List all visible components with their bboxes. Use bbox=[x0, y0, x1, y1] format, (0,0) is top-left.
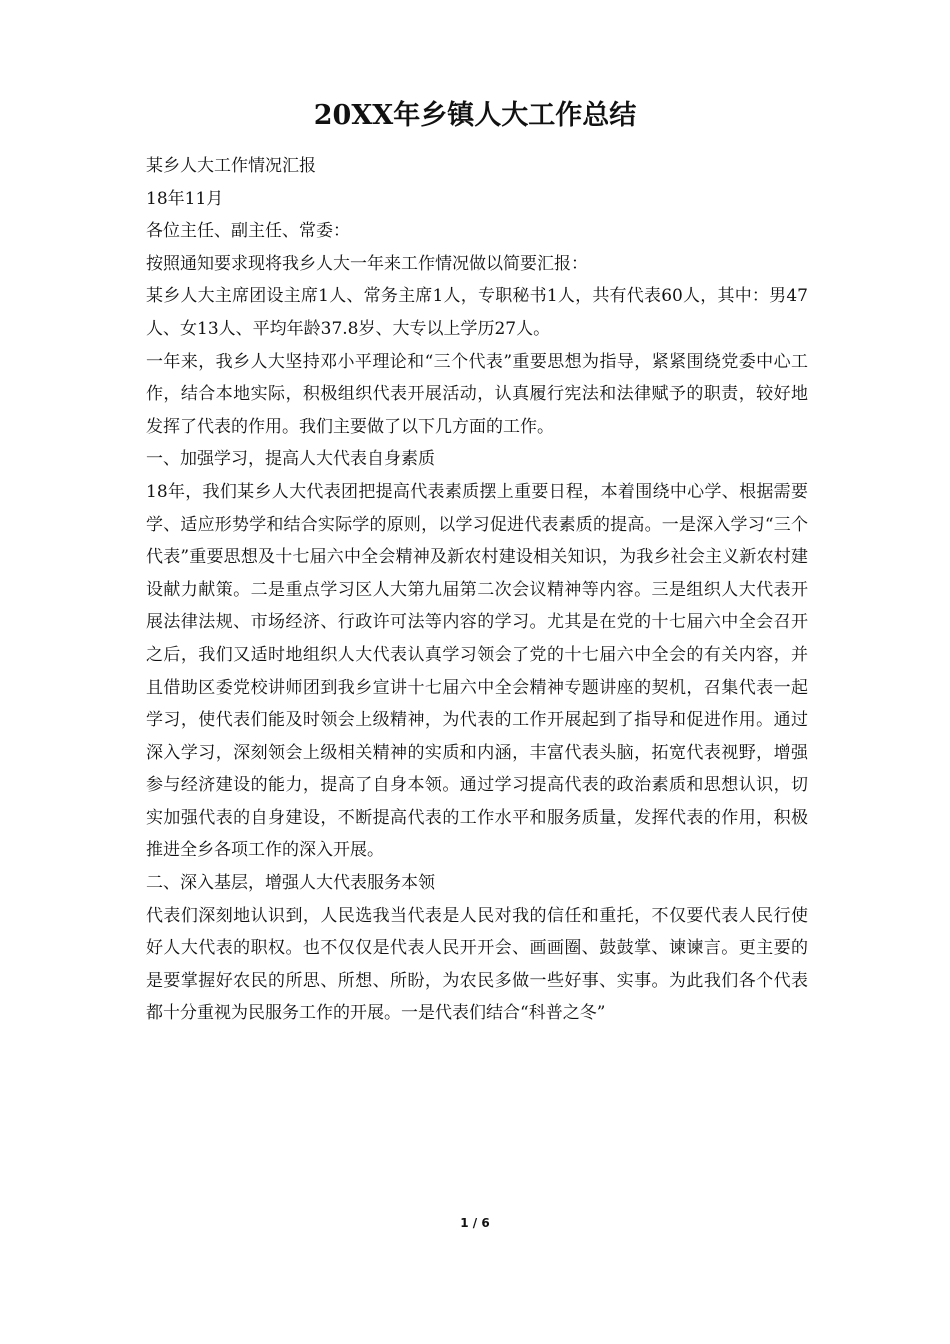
page-number: 1 / 6 bbox=[460, 1216, 490, 1230]
paragraph-intro: 按照通知要求现将我乡人大一年来工作情况做以简要汇报： bbox=[146, 253, 588, 274]
paragraph-overview: 一年来，我乡人大坚持邓小平理论和“三个代表”重要思想为指导，紧紧围绕党委中心工作，结合本地实际，积极组织代表开展活动，认真履行宪法和法律赋予的职责，较好地发挥了代表的作用。我们主要做了以下几方面的工作。 bbox=[146, 351, 808, 437]
document-body bbox=[146, 150, 808, 1030]
document-title: 20XX年乡镇人大工作总结 bbox=[313, 100, 637, 131]
paragraph-salutation: 各位主任、副主任、常委： bbox=[146, 221, 350, 242]
paragraph-report-heading: 某乡人大工作情况汇报 bbox=[146, 156, 316, 176]
paragraph-section-2: 代表们深刻地认识到，人民选我当代表是人民对我的信任和重托，不仅要代表人民行使好人大代表的职权。也不仅仅是代表人民开开会、画画圈、鼓鼓掌、谏谏言。更主要的是要掌握好农民的所思、所想、所盼，为农民多做一些好事、实事。为此我们各个代表都十分重视为民服务工作的开展。一是代表们结合“科普之冬” bbox=[146, 905, 808, 1024]
section-heading-1: 一、加强学习，提高人大代表自身素质 bbox=[146, 449, 435, 470]
paragraph-composition: 某乡人大主席团设主席1人、常务主席1人，专职秘书1人，共有代表60人，其中：男47人、女13人、平均年龄37.8岁、大专以上学历27人。 bbox=[146, 286, 808, 339]
section-heading-2: 二、深入基层，增强人大代表服务本领 bbox=[146, 873, 435, 894]
paragraph-section-1: 18年，我们某乡人大代表团把提高代表素质摆上重要日程，本着围绕中心学、根据需要学、适应形势学和结合实际学的原则，以学习促进代表素质的提高。一是深入学习“三个代表”重要思想及十七届六中全会精神及新农村建设相关知识，为我乡社会主义新农村建设献力献策。二是重点学习区人大第九届第二次会议精神等内容。三是组织人大代表开展法律法规、市场经济、行政许可法等内容的学习。尤其是在党的十七届六中全会召开之后，我们又适时地组织人大代表认真学习领会了党的十七届六中全会的有关内容，并且借助区委党校讲师团到我乡宣讲十七届六中全会精神专题讲座的契机，召集代表一起学习，使代表们能及时领会上级精神，为代表的工作开展起到了指导和促进作用。通过深入学习，深刻领会上级相关精神的实质和内涵，丰富代表头脑，拓宽代表视野，增强参与经济建设的能力，提高了自身本领。通过学习提高代表的政治素质和思想认识，切实加强代表的自身建设，不断提高代表的工作水平和服务质量，发挥代表的作用，积极推进全乡各项工作的深入开展。 bbox=[146, 481, 808, 861]
paragraph-date: 18年11月 bbox=[146, 188, 224, 209]
